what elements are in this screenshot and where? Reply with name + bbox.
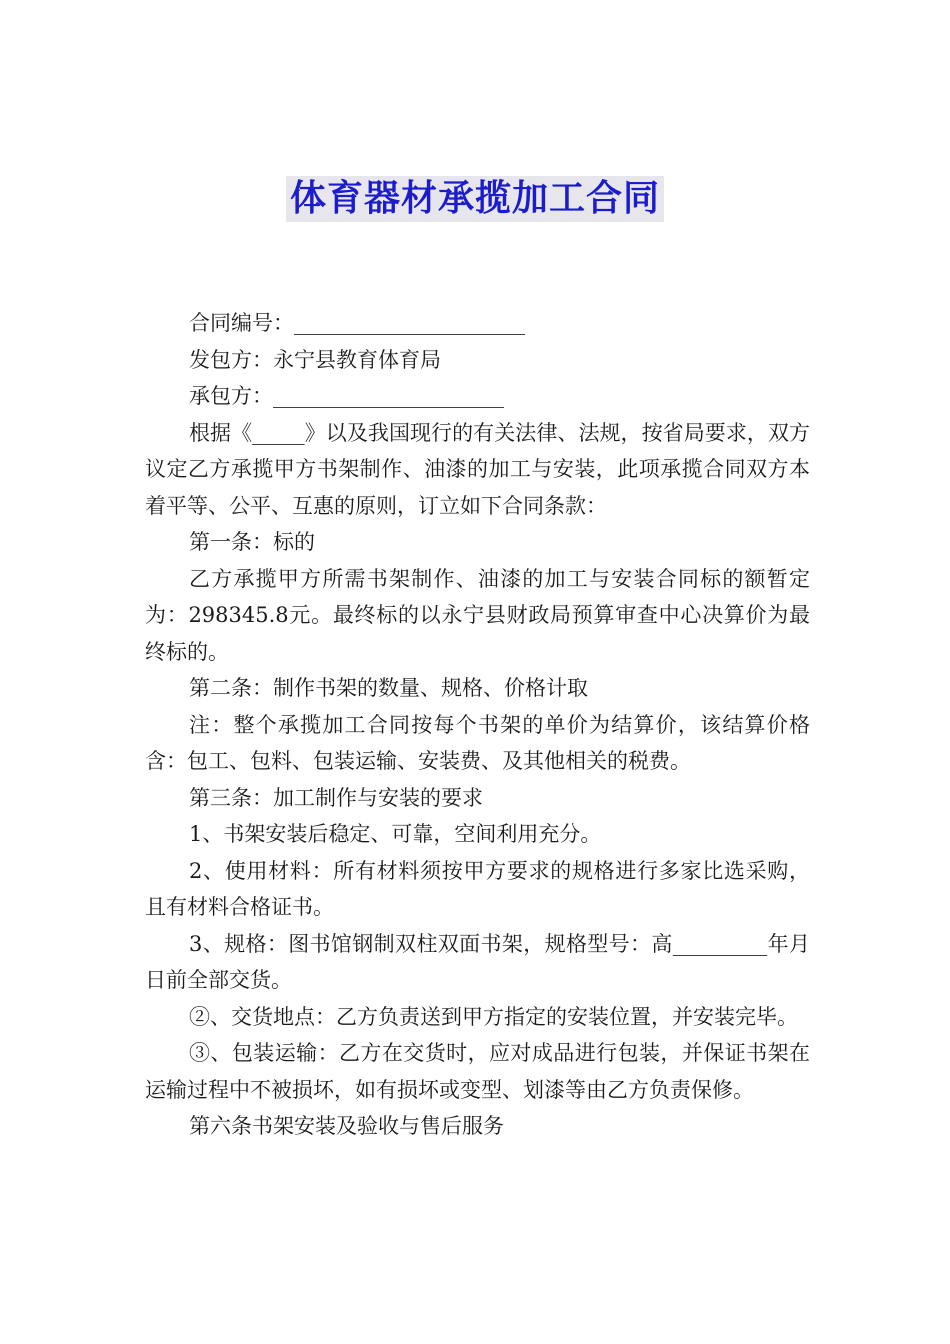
contractor-line: 承包方：______________________ — [189, 384, 504, 408]
article-3-item-3: 3、规格：图书馆钢制双柱双面书架，规格型号：高_________年月日前全部交货。 — [145, 931, 810, 992]
packaging-transport: ③、包装运输：乙方在交货时，应对成品进行包装，并保证书架在运输过程中不被损坏，如有损坏或变型、划漆等由乙方负责保修。 — [145, 1041, 810, 1102]
title-container — [0, 176, 950, 222]
article-1-heading: 第一条：标的 — [189, 530, 315, 554]
preamble-paragraph: 根据《_____》以及我国现行的有关法律、法规，按省局要求，双方议定乙方承揽甲方书架制作、油漆的加工与安装，此项承揽合同双方本着平等、公平、互惠的原则，订立如下合同条款： — [145, 420, 810, 518]
article-1-body: 乙方承揽甲方所需书架制作、油漆的加工与安装合同标的额暂定为：298345.8元。最终标的以永宁县财政局预算审查中心决算价为最终标的。 — [145, 566, 810, 664]
article-2-note: 注：整个承揽加工合同按每个书架的单价为结算价，该结算价格含：包工、包料、包装运输、安装费、及其他相关的税费。 — [145, 712, 810, 773]
document-title: 体育器材承揽加工合同 — [286, 176, 664, 222]
contract-number-line: 合同编号：______________________ — [189, 311, 525, 335]
article-3-item-2: 2、使用材料：所有材料须按甲方要求的规格进行多家比选采购，且有材料合格证书。 — [145, 858, 810, 919]
document-body — [145, 305, 810, 1145]
article-3-heading: 第三条：加工制作与安装的要求 — [189, 785, 483, 810]
article-6-heading: 第六条书架安装及验收与售后服务 — [189, 1114, 504, 1138]
article-3-item-1: 1、书架安装后稳定、可靠，空间利用充分。 — [189, 822, 602, 846]
article-2-heading: 第二条：制作书架的数量、规格、价格计取 — [189, 676, 588, 700]
delivery-location: ②、交货地点：乙方负责送到甲方指定的安装位置，并安装完毕。 — [189, 1004, 798, 1029]
employer-line: 发包方：永宁县教育体育局 — [189, 347, 441, 372]
